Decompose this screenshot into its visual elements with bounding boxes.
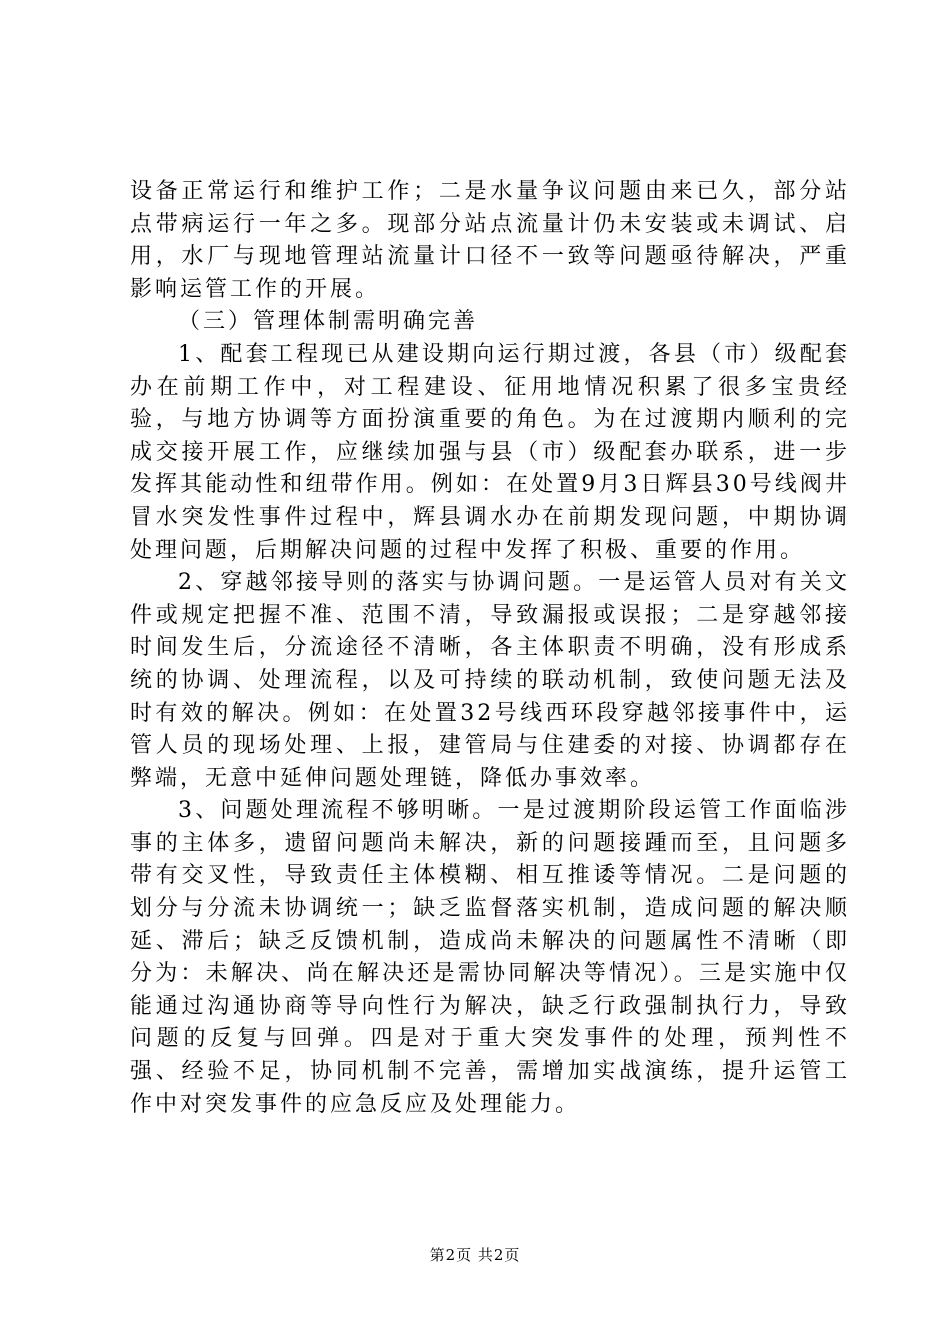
paragraph-item-3: 3、问题处理流程不够明晰。一是过渡期阶段运管工作面临涉事的主体多，遗留问题尚未解决，新的问题接踵而至，且问题多带有交叉性，导致责任主体模糊、相互推诿等情况。二是问题的划分与分流未协调统一；缺乏监督落实机制，造成问题的解决顺延、滞后；缺乏反馈机制，造成尚未解决的问题属性不清晰（即分为：未解决、尚在解决还是需协同解决等情况）。三是实施中仅能通过沟通协商等导向性行为解决，缺乏行政强制执行力，导致问题的反复与回弹。四是对于重大突发事件的处理，预判性不强、经验不足，协同机制不完善，需增加实战演练，提升运管工作中对突发事件的应急反应及处理能力。 <box>130 798 850 1117</box>
paragraph-item-1: 1、配套工程现已从建设期向运行期过渡，各县（市）级配套办在前期工作中，对工程建设、征用地情况积累了很多宝贵经验，与地方协调等方面扮演重要的角色。为在过渡期内顺利的完成交接开展工作，应继续加强与县（市）级配套办联系，进一步发挥其能动性和纽带作用。例如：在处置9月3日辉县30号线阀井冒水突发性事件过程中，辉县调水办在前期发现问题，中期协调处理问题，后期解决问题的过程中发挥了积极、重要的作用。 <box>130 341 850 563</box>
paragraph-continuation: 设备正常运行和维护工作；二是水量争议问题由来已久，部分站点带病运行一年之多。现部分站点流量计仍未安装或未调试、启用，水厂与现地管理站流量计口径不一致等问题亟待解决，严重影响运管工作的开展。 <box>130 179 850 302</box>
paragraph-item-2: 2、穿越邻接导则的落实与协调问题。一是运管人员对有关文件或规定把握不准、范围不清，导致漏报或误报；二是穿越邻接时间发生后，分流途径不清晰，各主体职责不明确，没有形成系统的协调、处理流程，以及可持续的联动机制，致使问题无法及时有效的解决。例如：在处置32号线西环段穿越邻接事件中，运管人员的现场处理、上报，建管局与住建委的对接、协调都存在弊端，无意中延伸问题处理链，降低办事效率。 <box>130 570 850 791</box>
page-footer: 第2页 共2页 <box>429 1246 521 1264</box>
document-body <box>130 176 850 1121</box>
section-heading: （三）管理体制需明确完善 <box>178 309 479 335</box>
